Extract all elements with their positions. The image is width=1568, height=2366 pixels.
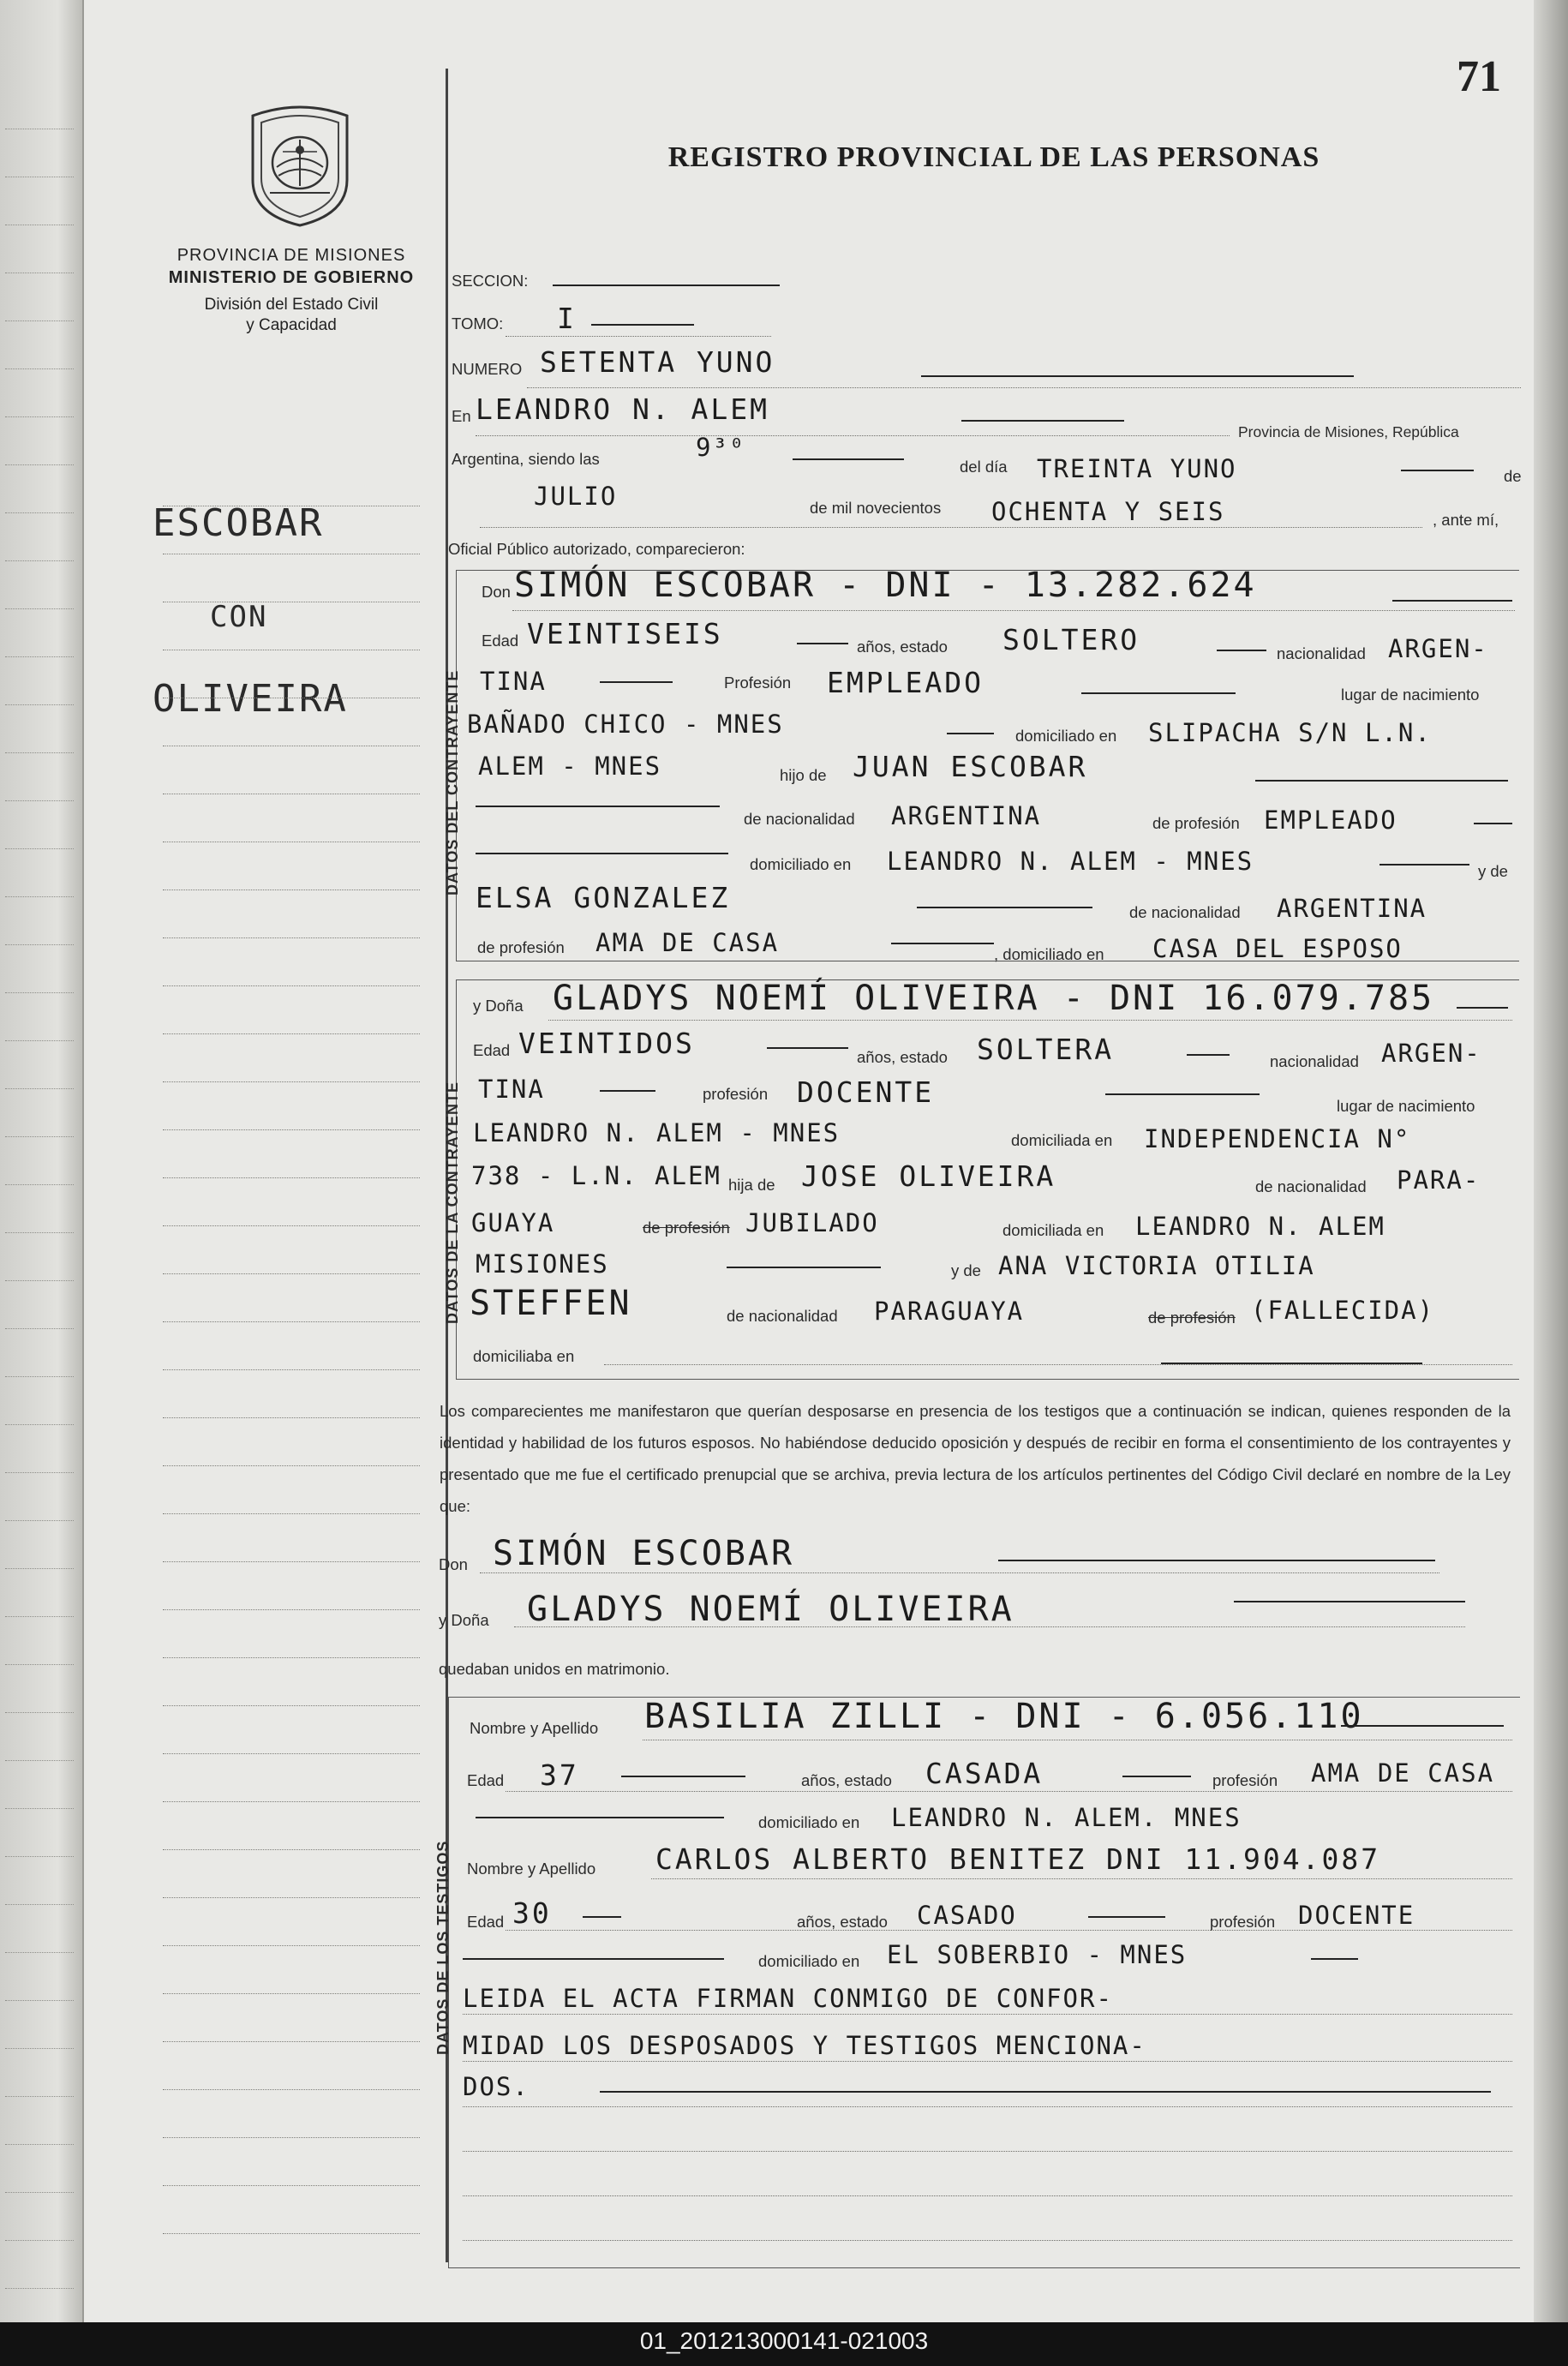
- bride-estado-dash: [1187, 1054, 1230, 1056]
- label-lugar-bride: lugar de nacimiento: [1337, 1097, 1475, 1115]
- bride-madre2: STEFFEN: [470, 1284, 632, 1323]
- margin-ruled-line: [163, 1897, 420, 1898]
- strip-ruled-line: [5, 2096, 74, 2097]
- bride-padre: JOSE OLIVEIRA: [801, 1159, 1056, 1193]
- tomo-dash: [591, 324, 694, 326]
- strip-ruled-line: [5, 2144, 74, 2145]
- margin-ruled-line: [163, 889, 420, 890]
- label-nombre-w2: Nombre y Apellido: [467, 1860, 596, 1878]
- strip-ruled-line: [5, 1904, 74, 1905]
- witness-2-estado-dash: [1088, 1916, 1165, 1918]
- label-provincia: Provincia de Misiones, República: [1238, 423, 1459, 440]
- label-padre-dom: domiciliado en: [750, 855, 852, 873]
- margin-ruled-line: [163, 2233, 420, 2234]
- value-tomo: I: [557, 302, 577, 335]
- side-label-bride: DATOS DE LA CONTRAYENTE: [444, 1081, 461, 1324]
- label-edad-w1: Edad: [467, 1771, 505, 1789]
- strip-ruled-line: [5, 1856, 74, 1857]
- groom-padre-prof: EMPLEADO: [1264, 806, 1397, 835]
- strip-ruled-line: [5, 560, 74, 561]
- margin-ruled-line: [163, 937, 420, 938]
- strip-ruled-line: [5, 752, 74, 753]
- label-quedaban: quedaban unidos en matrimonio.: [439, 1660, 670, 1678]
- label-nac-groom: nacionalidad: [1277, 644, 1366, 662]
- groom-padre-nac: ARGENTINA: [891, 801, 1042, 830]
- label-padre-prof: de profesión: [1152, 814, 1240, 832]
- bride-madre-nac: PARAGUAYA: [874, 1297, 1025, 1326]
- closing-dots-3: [463, 2106, 1512, 2107]
- label-anos-w2: años, estado: [797, 1913, 888, 1931]
- label-bride-madre-prof: de profesión: [1148, 1309, 1236, 1327]
- groom-madre-dom: CASA DEL ESPOSO: [1152, 934, 1403, 963]
- margin-ruled-line: [163, 1993, 420, 1994]
- strip-ruled-line: [5, 1088, 74, 1089]
- label-prof-bride: profesión: [703, 1085, 769, 1103]
- bride-dom2: 738 - L.N. ALEM: [471, 1161, 721, 1190]
- mes-dots: [480, 527, 1422, 528]
- margin-ruled-line: [163, 1849, 420, 1850]
- strip-ruled-line: [5, 896, 74, 897]
- witness-2-name-dots: [651, 1878, 1512, 1879]
- closing-dots-5: [463, 2195, 1512, 2196]
- groom-padre-dash2: [476, 806, 720, 807]
- margin-ruled-line: [163, 1753, 420, 1754]
- groom-dom2: ALEM - MNES: [478, 752, 662, 781]
- bride-nac2: TINA: [478, 1075, 545, 1104]
- label-seccion: SECCION:: [452, 272, 529, 290]
- ministry-name: MINISTERIO DE GOBIERNO: [168, 268, 415, 287]
- witness-1-edad-dash: [621, 1776, 745, 1777]
- witness-1-domicilio: LEANDRO N. ALEM. MNES: [891, 1803, 1242, 1832]
- label-madre-nac: de nacionalidad: [1129, 903, 1241, 921]
- margin-ruled-line: [163, 1801, 420, 1802]
- strip-ruled-line: [5, 368, 74, 369]
- witness-1-edad: 37: [540, 1758, 579, 1792]
- witness-1-name: BASILIA ZILLI - DNI - 6.056.110: [644, 1697, 1364, 1736]
- groom-padre-dom-dash: [476, 853, 728, 854]
- bride-name-dash: [1457, 1007, 1508, 1009]
- strip-ruled-line: [5, 1808, 74, 1809]
- strip-ruled-line: [5, 1136, 74, 1137]
- strip-ruled-line: [5, 1520, 74, 1521]
- label-dom-w1: domiciliado en: [758, 1813, 860, 1831]
- margin-ruled-line: [163, 1321, 420, 1322]
- strip-ruled-line: [5, 1280, 74, 1281]
- groom-madre: ELSA GONZALEZ: [476, 881, 731, 914]
- value-hora: 9³⁰: [696, 433, 746, 462]
- label-argentina-siendo: Argentina, siendo las: [452, 450, 600, 468]
- value-lugar: LEANDRO N. ALEM: [476, 392, 770, 426]
- bride-padre-dom2: MISIONES: [476, 1249, 609, 1279]
- margin-ruled-line: [163, 1561, 420, 1562]
- value-anio: OCHENTA Y SEIS: [991, 497, 1225, 526]
- strip-ruled-line: [5, 656, 74, 657]
- margin-ruled-line: [163, 1609, 420, 1610]
- margin-ruled-line: [163, 1177, 420, 1178]
- label-madre-dom: , domiciliado en: [994, 945, 1104, 963]
- bride-name-dots: [548, 1020, 1512, 1021]
- label-y-dona: y Doña: [473, 997, 524, 1015]
- bride-padre-nac2: GUAYA: [471, 1208, 555, 1237]
- bride-padre-dom1: LEANDRO N. ALEM: [1135, 1212, 1385, 1241]
- declaration-dona: GLADYS NOEMÍ OLIVEIRA: [527, 1590, 1014, 1629]
- groom-name-dash: [1392, 600, 1512, 602]
- strip-ruled-line: [5, 416, 74, 417]
- bride-madre1: ANA VICTORIA OTILIA: [998, 1251, 1315, 1280]
- lugar-dash: [961, 420, 1124, 422]
- label-prof-w1: profesión: [1212, 1771, 1278, 1789]
- strip-ruled-line: [5, 800, 74, 801]
- groom-madre-prof: AMA DE CASA: [595, 928, 780, 957]
- label-dom-groom: domiciliado en: [1015, 727, 1117, 745]
- groom-padre-dom: LEANDRO N. ALEM - MNES: [887, 847, 1254, 876]
- label-anos-bride: años, estado: [857, 1048, 948, 1066]
- label-nac-bride: nacionalidad: [1270, 1052, 1359, 1070]
- label-bride-padre-nac: de nacionalidad: [1255, 1177, 1367, 1195]
- strip-ruled-line: [5, 1952, 74, 1953]
- bride-madre-prof: (FALLECIDA): [1251, 1296, 1435, 1325]
- label-en: En: [452, 407, 471, 425]
- groom-madre-nac: ARGENTINA: [1277, 894, 1427, 923]
- strip-ruled-line: [5, 1664, 74, 1665]
- label-padre-nac: de nacionalidad: [744, 810, 855, 828]
- file-id-label: 01_201213000141-021003: [639, 2327, 929, 2354]
- label-hijo-de: hijo de: [780, 766, 827, 784]
- margin-ruled-line: [163, 1513, 420, 1514]
- strip-ruled-line: [5, 1424, 74, 1425]
- witness-2-dom-dash2: [1311, 1958, 1358, 1960]
- groom-estado-dash: [1217, 650, 1266, 651]
- witness-2-edad-dots: [506, 1930, 1512, 1931]
- strip-ruled-line: [5, 1232, 74, 1233]
- strip-ruled-line: [5, 608, 74, 609]
- witness-2-edad: 30: [512, 1896, 552, 1930]
- ministry-header: [129, 246, 454, 336]
- closing-line-1: LEIDA EL ACTA FIRMAN CONMIGO DE CONFOR-: [463, 1984, 1113, 2013]
- label-domiciliaba: domiciliaba en: [473, 1347, 575, 1365]
- domiciliaba-dots: [604, 1364, 1512, 1365]
- strip-ruled-line: [5, 464, 74, 465]
- document-title: REGISTRO PROVINCIAL DE LAS PERSONAS: [667, 141, 1320, 173]
- witness-1-edad-dots: [506, 1791, 1512, 1792]
- label-y-de: y de: [1478, 862, 1508, 880]
- groom-padre-dash: [1255, 780, 1508, 782]
- closing-dots-6: [463, 2240, 1512, 2241]
- label-y-dona-2: y Doña: [439, 1611, 489, 1629]
- groom-edad-dash: [797, 643, 848, 644]
- label-dom-bride: domiciliada en: [1011, 1131, 1113, 1149]
- witness-1-profesion: AMA DE CASA: [1311, 1758, 1495, 1788]
- bride-padre-nac1: PARA-: [1397, 1165, 1481, 1195]
- margin-ruled-line: [163, 1657, 420, 1658]
- label-prof-w2: profesión: [1210, 1913, 1276, 1931]
- margin-ruled-line: [163, 2089, 420, 2090]
- label-bride-padre-dom: domiciliada en: [1002, 1221, 1104, 1239]
- strip-ruled-line: [5, 1376, 74, 1377]
- label-de-mil: de mil novecientos: [810, 499, 942, 517]
- page-number: 71: [1457, 52, 1501, 101]
- adjacent-page-edge: [0, 0, 84, 2322]
- closing-dots-1: [463, 2014, 1512, 2015]
- division-name: División del Estado Civil y Capacidad: [204, 296, 379, 334]
- label-tomo: TOMO:: [452, 314, 504, 332]
- value-numero: SETENTA YUNO: [540, 345, 775, 379]
- margin-ruled-line: [163, 1945, 420, 1946]
- label-del-dia: del día: [960, 458, 1008, 476]
- strip-ruled-line: [5, 1712, 74, 1713]
- groom-edad: VEINTISEIS: [527, 617, 723, 650]
- strip-ruled-line: [5, 1568, 74, 1569]
- strip-ruled-line: [5, 1616, 74, 1617]
- groom-padre-dom-dash2: [1379, 864, 1469, 866]
- groom-padre-prof-dash: [1474, 823, 1512, 824]
- witness-1-name-dash: [1341, 1725, 1504, 1727]
- label-bride-madre-nac: de nacionalidad: [727, 1307, 838, 1325]
- side-label-witnesses: DATOS DE LOS TESTIGOS: [434, 1840, 452, 2055]
- tomo-dots: [506, 336, 771, 337]
- witness-1-estado-dash: [1122, 1776, 1191, 1777]
- groom-padre: JUAN ESCOBAR: [853, 750, 1088, 783]
- bride-padre-dom2-dash: [727, 1267, 881, 1268]
- groom-profesion: EMPLEADO: [827, 666, 984, 699]
- margin-ruled-line: [163, 2137, 420, 2138]
- margin-ruled-line: [163, 1705, 420, 1706]
- witness-2-name: CARLOS ALBERTO BENITEZ DNI 11.904.087: [655, 1842, 1381, 1876]
- strip-ruled-line: [5, 1040, 74, 1041]
- declaration-dona-dots: [514, 1626, 1465, 1627]
- margin-name-3: OLIVEIRA: [153, 677, 348, 721]
- witness-1-dom-dash: [476, 1817, 724, 1818]
- groom-nac2-dash: [600, 681, 673, 683]
- label-ante-mi: , ante mí,: [1433, 511, 1499, 529]
- groom-nac1: ARGEN-: [1388, 634, 1488, 663]
- label-bride-y-de: y de: [951, 1261, 981, 1279]
- strip-ruled-line: [5, 1760, 74, 1761]
- strip-ruled-line: [5, 2288, 74, 2289]
- groom-madre-dash: [917, 907, 1092, 908]
- witness-2-profesion: DOCENTE: [1298, 1901, 1415, 1930]
- bride-dom1: INDEPENDENCIA N°: [1144, 1124, 1411, 1153]
- province-name: PROVINCIA DE MISIONES: [177, 246, 406, 265]
- bride-padre-prof: JUBILADO: [745, 1208, 879, 1237]
- bride-prof-dash: [1105, 1093, 1260, 1095]
- strip-ruled-line: [5, 848, 74, 849]
- hora-dash: [793, 458, 904, 460]
- label-edad-w2: Edad: [467, 1913, 505, 1931]
- lugar-dots: [476, 435, 1230, 436]
- declaration-don-dash: [998, 1560, 1435, 1561]
- strip-ruled-line: [5, 2240, 74, 2241]
- strip-ruled-line: [5, 1328, 74, 1329]
- label-don-2: Don: [439, 1555, 468, 1573]
- strip-ruled-line: [5, 2048, 74, 2049]
- strip-ruled-line: [5, 1472, 74, 1473]
- label-de-1: de: [1504, 467, 1522, 485]
- margin-ruled-line: [163, 2041, 420, 2042]
- bride-edad: VEINTIDOS: [518, 1027, 695, 1060]
- groom-lugar-dash: [947, 733, 994, 734]
- margin-ruled-line: [163, 1369, 420, 1370]
- closing-line-3: DOS.: [463, 2072, 530, 2101]
- declaration-don-dots: [480, 1572, 1439, 1573]
- label-edad-groom: Edad: [482, 632, 519, 650]
- margin-ruled-line: [163, 1417, 420, 1418]
- label-bride-padre-prof: de profesión: [643, 1219, 730, 1237]
- groom-estado: SOLTERO: [1002, 623, 1140, 656]
- strip-ruled-line: [5, 2192, 74, 2193]
- label-madre-prof: de profesión: [477, 938, 565, 956]
- label-hija-de: hija de: [728, 1176, 775, 1194]
- groom-name: SIMÓN ESCOBAR - DNI - 13.282.624: [514, 566, 1257, 605]
- seccion-blank: [553, 285, 780, 286]
- provincial-seal-icon: [244, 99, 356, 227]
- strip-ruled-line: [5, 320, 74, 321]
- bride-name: GLADYS NOEMÍ OLIVEIRA - DNI 16.079.785: [553, 979, 1435, 1018]
- strip-ruled-line: [5, 704, 74, 705]
- label-prof-groom: Profesión: [724, 674, 792, 692]
- margin-ruled-line: [163, 1033, 420, 1034]
- closing-dash: [600, 2091, 1491, 2093]
- margin-name-1: ESCOBAR: [153, 501, 324, 545]
- groom-dom1: SLIPACHA S/N L.N.: [1148, 718, 1432, 747]
- declaration-don: SIMÓN ESCOBAR: [493, 1534, 795, 1573]
- label-anos-groom: años, estado: [857, 638, 948, 656]
- bride-edad-dash: [767, 1047, 848, 1049]
- bride-estado: SOLTERA: [977, 1033, 1115, 1066]
- label-edad-bride: Edad: [473, 1041, 511, 1059]
- label-lugar-groom: lugar de nacimiento: [1341, 686, 1480, 704]
- groom-name-dots: [512, 610, 1515, 611]
- bride-nac2-dash: [600, 1090, 655, 1092]
- value-dia: TREINTA YUNO: [1037, 454, 1237, 483]
- margin-ruled-line: [163, 985, 420, 986]
- margin-name-2: CON: [210, 600, 268, 634]
- numero-dots: [527, 387, 1521, 388]
- dia-dash: [1401, 470, 1474, 471]
- label-dom-w2: domiciliado en: [758, 1952, 860, 1970]
- groom-prof-dash: [1081, 692, 1236, 694]
- numero-dash: [921, 375, 1354, 377]
- label-numero: NUMERO: [452, 360, 523, 378]
- margin-ruled-line: [163, 2185, 420, 2186]
- strip-ruled-line: [5, 2000, 74, 2001]
- label-don: Don: [482, 583, 511, 601]
- closing-line-2: MIDAD LOS DESPOSADOS Y TESTIGOS MENCIONA-: [463, 2031, 1146, 2060]
- strip-ruled-line: [5, 1184, 74, 1185]
- strip-ruled-line: [5, 512, 74, 513]
- bride-profesion: DOCENTE: [797, 1075, 935, 1109]
- bride-lugar: LEANDRO N. ALEM - MNES: [473, 1118, 841, 1147]
- margin-ruled-line: [163, 1225, 420, 1226]
- margin-ruled-line: [163, 1129, 420, 1130]
- bride-nac1: ARGEN-: [1381, 1039, 1481, 1068]
- label-nombre-w1: Nombre y Apellido: [470, 1719, 599, 1737]
- groom-lugar: BAÑADO CHICO - MNES: [467, 710, 784, 739]
- label-oficial: Oficial Público autorizado, comparecieron:: [448, 540, 745, 558]
- value-mes: JULIO: [534, 482, 618, 511]
- witness-2-dom-dash: [463, 1958, 724, 1960]
- witness-2-edad-dash: [583, 1916, 621, 1918]
- closing-dots-2: [463, 2061, 1512, 2062]
- groom-madre-prof-dash: [891, 943, 994, 944]
- strip-ruled-line: [5, 992, 74, 993]
- declaration-paragraph: Los comparecientes me manifestaron que querían desposarse en presencia de los testigos que a continuación se indican, quienes responden de la identidad y habilidad de los futuros esposos. No habiéndose deducido oposición y después de recibir en forma el consentimiento de los contrayentes y presentado que me fue el certificado prenupcial que se archiva, previa lectura de los artículos pertinentes del Código Civil declaré en nombre de la Ley que:: [440, 1402, 1511, 1515]
- side-label-groom: DATOS DEL CONTRAYENTE: [444, 669, 461, 895]
- strip-ruled-line: [5, 944, 74, 945]
- groom-nac2: TINA: [480, 667, 547, 696]
- margin-ruled-line: [163, 1465, 420, 1466]
- closing-dots-4: [463, 2151, 1512, 2152]
- margin-ruled-line: [163, 1081, 420, 1082]
- declaration-dona-dash: [1234, 1601, 1465, 1602]
- label-anos-w1: años, estado: [801, 1771, 892, 1789]
- margin-ruled-line: [163, 1273, 420, 1274]
- witness-2-estado: CASADO: [917, 1901, 1017, 1930]
- witness-2-domicilio: EL SOBERBIO - MNES: [887, 1940, 1188, 1969]
- witness-1-estado: CASADA: [925, 1757, 1044, 1790]
- page-right-edge: [1534, 0, 1568, 2322]
